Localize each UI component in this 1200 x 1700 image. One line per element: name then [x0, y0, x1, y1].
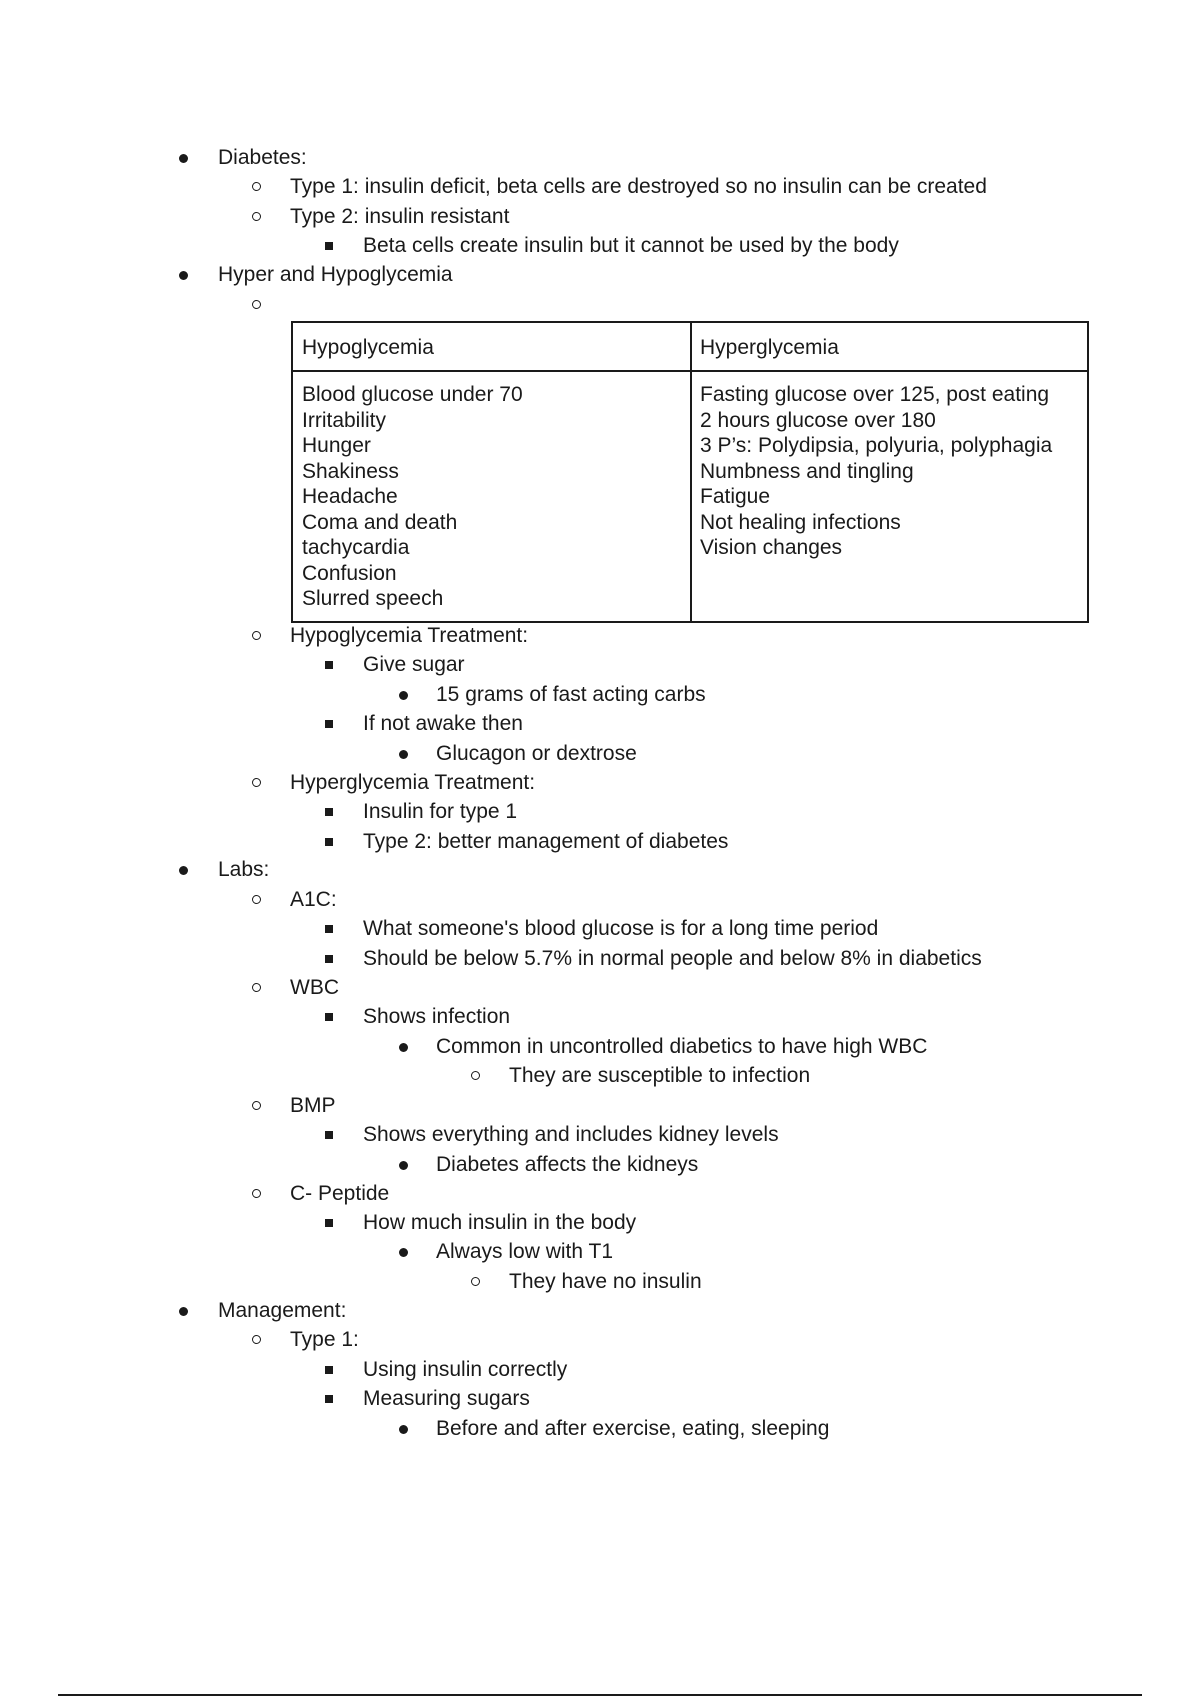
list-item-text: Diabetes affects the kidneys [436, 1153, 699, 1176]
list-item-text: How much insulin in the body [363, 1211, 637, 1234]
list-item-text: Hypoglycemia Treatment: [290, 624, 529, 647]
disc-bullet-icon [179, 866, 188, 875]
circle-bullet-icon [252, 1335, 261, 1344]
list-item [0, 915, 1200, 943]
circle-bullet-icon [471, 1071, 480, 1080]
table-cell-line: Fasting glucose over 125, post eating [700, 383, 1050, 406]
list-item [0, 1415, 1200, 1443]
list-item-text: They have no insulin [509, 1270, 702, 1293]
list-item [0, 1209, 1200, 1237]
circle-bullet-icon [252, 182, 261, 191]
square-bullet-icon [325, 242, 333, 250]
list-item-text: Type 1: [290, 1328, 359, 1351]
list-item [0, 232, 1200, 260]
disc-bullet-icon [179, 1307, 188, 1316]
table-cell-line: Hunger [302, 434, 371, 457]
table-column-divider [690, 323, 692, 621]
disc-bullet-icon [399, 1043, 408, 1052]
list-item [0, 1238, 1200, 1266]
table-cell-line: 3 P’s: Polydipsia, polyuria, polyphagia [700, 434, 1053, 457]
page-footer-rule [58, 1694, 1142, 1696]
table-header-hypoglycemia: Hypoglycemia [302, 336, 434, 359]
list-item-text: What someone's blood glucose is for a long time period [363, 917, 879, 940]
list-item [0, 1385, 1200, 1413]
list-item [0, 681, 1200, 709]
list-item-text: Give sugar [363, 653, 465, 676]
list-item-text: Type 1: insulin deficit, beta cells are destroyed so no insulin can be created [290, 175, 987, 198]
table-cell-line: Blood glucose under 70 [302, 383, 523, 406]
list-item [0, 856, 1200, 884]
square-bullet-icon [325, 955, 333, 963]
list-item [0, 710, 1200, 738]
list-item-text: Hyperglycemia Treatment: [290, 771, 536, 794]
table-cell-hyperglycemia [700, 382, 1052, 561]
circle-bullet-icon [252, 983, 261, 992]
list-item-text: WBC [290, 976, 339, 999]
list-item-text: Diabetes: [218, 146, 307, 169]
list-item-text: If not awake then [363, 712, 523, 735]
circle-bullet-icon [252, 212, 261, 221]
disc-bullet-icon [399, 1248, 408, 1257]
list-item [0, 1326, 1200, 1354]
table-cell-line: Vision changes [700, 536, 843, 559]
list-item-text: Hyper and Hypoglycemia [218, 263, 453, 286]
list-item-text: Should be below 5.7% in normal people and below 8% in diabetics [363, 947, 982, 970]
square-bullet-icon [325, 838, 333, 846]
circle-bullet-icon [252, 1101, 261, 1110]
table-cell-line: Irritability [302, 408, 387, 432]
table-cell-line: Not healing infections [700, 510, 901, 534]
table-cell-line: Headache [302, 485, 398, 508]
list-item [0, 291, 1200, 319]
list-item [0, 740, 1200, 768]
list-item-text: Type 2: insulin resistant [290, 205, 510, 228]
table-cell-line: Numbness and tingling [700, 459, 914, 483]
list-item-text: A1C: [290, 888, 337, 911]
circle-bullet-icon [252, 300, 261, 309]
list-item-text: Management: [218, 1299, 347, 1322]
disc-bullet-icon [399, 750, 408, 759]
circle-bullet-icon [252, 1189, 261, 1198]
square-bullet-icon [325, 1366, 333, 1374]
list-item [0, 1151, 1200, 1179]
list-item [0, 1356, 1200, 1384]
table-cell-line: tachycardia [302, 536, 410, 559]
square-bullet-icon [325, 1131, 333, 1139]
list-item-text: Beta cells create insulin but it cannot be used by the body [363, 234, 899, 257]
list-item [0, 828, 1200, 856]
table-cell-line: Coma and death [302, 510, 458, 534]
table-cell-line: Shakiness [302, 459, 399, 483]
disc-bullet-icon [179, 271, 188, 280]
table-cell-line: 2 hours glucose over 180 [700, 408, 936, 432]
list-item-text: Always low with T1 [436, 1240, 614, 1263]
list-item [0, 1003, 1200, 1031]
list-item-text: Measuring sugars [363, 1387, 530, 1410]
table-cell-hypoglycemia [302, 382, 523, 612]
list-item [0, 144, 1200, 172]
table-header-hyperglycemia: Hyperglycemia [700, 336, 839, 359]
circle-bullet-icon [471, 1277, 480, 1286]
list-item-text: Insulin for type 1 [363, 800, 518, 823]
disc-bullet-icon [399, 691, 408, 700]
list-item [0, 1180, 1200, 1208]
list-item [0, 651, 1200, 679]
square-bullet-icon [325, 720, 333, 728]
list-item-text: 15 grams of fast acting carbs [436, 683, 706, 706]
list-item [0, 974, 1200, 1002]
list-item-text: Shows infection [363, 1005, 511, 1028]
square-bullet-icon [325, 925, 333, 933]
table-header-divider [293, 370, 1087, 372]
list-item-text: Before and after exercise, eating, sleeping [436, 1417, 830, 1440]
list-item [0, 798, 1200, 826]
disc-bullet-icon [399, 1161, 408, 1170]
list-item [0, 1121, 1200, 1149]
list-item-text: Glucagon or dextrose [436, 742, 637, 765]
list-item-text: Common in uncontrolled diabetics to have high WBC [436, 1035, 928, 1058]
list-item-text: Labs: [218, 858, 270, 881]
square-bullet-icon [325, 1219, 333, 1227]
list-item [0, 886, 1200, 914]
list-item [0, 1062, 1200, 1090]
list-item [0, 261, 1200, 289]
list-item-text: C- Peptide [290, 1182, 390, 1205]
list-item [0, 173, 1200, 201]
circle-bullet-icon [252, 631, 261, 640]
square-bullet-icon [325, 1013, 333, 1021]
square-bullet-icon [325, 661, 333, 669]
circle-bullet-icon [252, 778, 261, 787]
list-item [0, 1268, 1200, 1296]
disc-bullet-icon [399, 1425, 408, 1434]
list-item-text: They are susceptible to infection [509, 1064, 811, 1087]
list-item-text: Using insulin correctly [363, 1358, 568, 1381]
list-item [0, 622, 1200, 650]
list-item [0, 769, 1200, 797]
list-item [0, 1092, 1200, 1120]
list-item [0, 203, 1200, 231]
square-bullet-icon [325, 1395, 333, 1403]
list-item-text: Shows everything and includes kidney levels [363, 1123, 779, 1146]
list-item [0, 1033, 1200, 1061]
square-bullet-icon [325, 808, 333, 816]
list-item-text: Type 2: better management of diabetes [363, 830, 729, 853]
circle-bullet-icon [252, 895, 261, 904]
table-cell-line: Confusion [302, 561, 397, 585]
glycemia-comparison-table [291, 321, 1089, 623]
list-item-text: BMP [290, 1094, 336, 1117]
table-cell-line: Slurred speech [302, 587, 444, 610]
disc-bullet-icon [179, 154, 188, 163]
list-item [0, 1297, 1200, 1325]
list-item [0, 945, 1200, 973]
table-cell-line: Fatigue [700, 485, 771, 508]
